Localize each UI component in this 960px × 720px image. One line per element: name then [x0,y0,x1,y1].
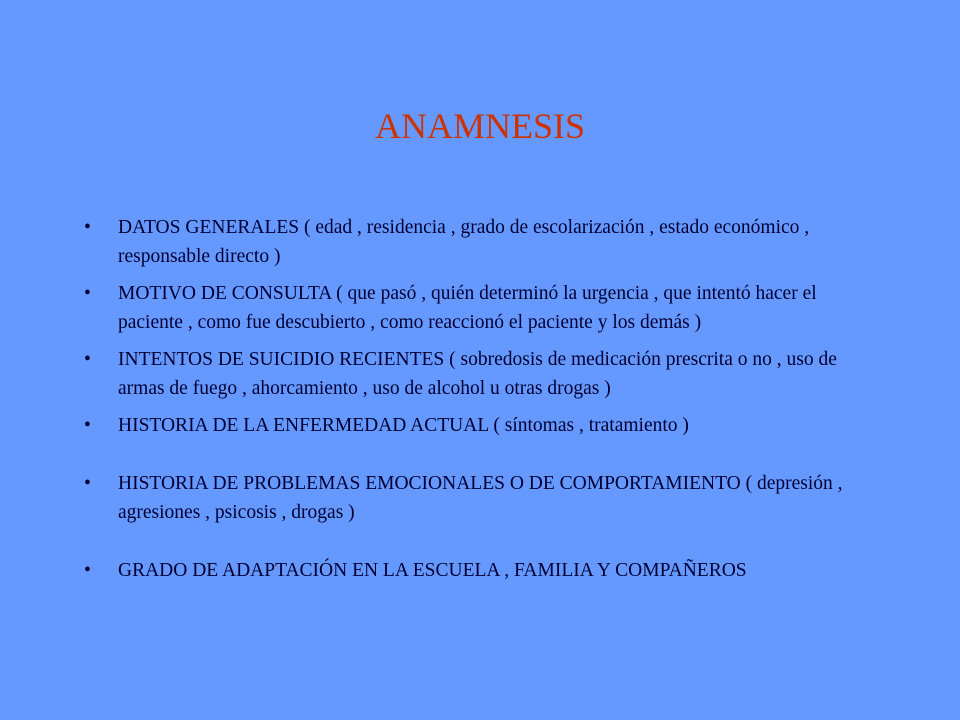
bullet-item [84,213,884,271]
bullet-item [84,469,884,527]
bullet-text: HISTORIA DE LA ENFERMEDAD ACTUAL ( síntomas , tratamiento ) [118,415,689,436]
bullet-icon: • [84,283,91,304]
bullet-item [84,556,884,585]
bullet-item [84,279,884,337]
bullet-text: MOTIVO DE CONSULTA ( que pasó , quién determinó la urgencia , que intentó hacer el paciente , como fue descubierto , como reaccionó el paciente y los demás ) [118,283,817,333]
bullet-text: DATOS GENERALES ( edad , residencia , grado de escolarización , estado económico , responsable directo ) [118,217,810,267]
bullet-icon: • [84,217,91,238]
bullet-icon: • [84,349,91,370]
slide-title: ANAMNESIS [374,106,586,146]
bullet-item [84,345,884,403]
bullet-text: INTENTOS DE SUICIDIO RECIENTES ( sobredosis de medicación prescrita o no , uso de armas de fuego , ahorcamiento , uso de alcohol u otras drogas ) [118,349,837,399]
bullet-list [84,213,884,585]
bullet-text: HISTORIA DE PROBLEMAS EMOCIONALES O DE COMPORTAMIENTO ( depresión , agresiones , psicosis , drogas ) [118,473,843,523]
bullet-text: GRADO DE ADAPTACIÓN EN LA ESCUELA , FAMILIA Y COMPAÑEROS [118,560,747,581]
bullet-icon: • [84,473,91,494]
bullet-icon: • [84,560,91,581]
bullet-item [84,411,884,440]
bullet-icon: • [84,415,91,436]
